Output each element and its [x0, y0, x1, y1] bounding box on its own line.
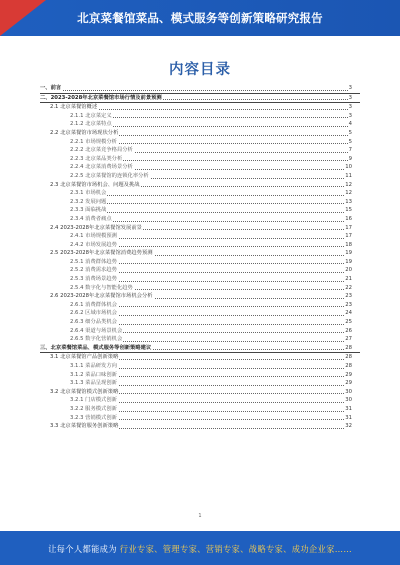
toc-entry-title: 2.2.4 北京菜消费场景分析 — [70, 164, 133, 171]
toc-entry-page: 12 — [345, 190, 352, 197]
toc-entry-title: 3.2.1 门店模式创新 — [70, 397, 117, 404]
toc-heading: 内容目录 — [169, 62, 231, 78]
toc-entry-title: 2.6.1 消费群体机会 — [70, 301, 117, 308]
toc-entry-title: 3.3 北京菜餐馆服务创新策略 — [50, 423, 119, 430]
toc-entry-title: 2.2.2 北京菜竞争格局分析 — [70, 147, 133, 154]
toc-entry-page: 28 — [345, 363, 352, 369]
toc-entry-page: 16 — [345, 215, 352, 222]
report-title: 北京菜餐馆菜品、模式服务等创新策略研究报告 — [77, 11, 323, 25]
toc-entry-title: 2.5.3 消费场景趋势 — [70, 276, 117, 283]
toc-entry-title: 一、前言 — [40, 85, 62, 91]
toc-entry[interactable] — [40, 275, 360, 284]
toc-entry-page: 3 — [348, 94, 352, 101]
toc-entry-title: 2.3.3 面临挑战 — [70, 207, 107, 214]
toc-entry-page: 30 — [345, 388, 352, 395]
toc-entry[interactable] — [40, 249, 360, 258]
toc-leader-dots — [70, 203, 350, 204]
toc-entry-title: 2.3.2 发展问题 — [70, 198, 107, 205]
toc-entry-title: 3.2.3 营销模式创新 — [70, 414, 117, 421]
toc-entry-page: 5 — [348, 129, 352, 136]
toc-entry[interactable] — [40, 232, 360, 241]
toc-entry[interactable] — [40, 422, 360, 431]
toc-entry[interactable] — [40, 318, 360, 327]
toc-entry-title: 2.2.3 北京菜品类分析 — [70, 155, 123, 162]
toc-entry[interactable] — [40, 388, 360, 397]
toc-entry-page: 25 — [345, 319, 352, 326]
toc-entry[interactable] — [40, 327, 360, 336]
toc-entry-title: 2.5.1 消费群体趋势 — [70, 258, 117, 265]
toc-entry-page: 17 — [345, 233, 352, 240]
toc-entry-page: 4 — [348, 121, 352, 128]
toc-entry-page: 17 — [345, 224, 352, 231]
toc-leader-dots — [70, 195, 350, 196]
toc-entry[interactable] — [40, 362, 360, 371]
footer-slogan-lead: 让每个人都能成为 — [48, 544, 117, 554]
table-of-contents — [40, 84, 360, 431]
toc-entry[interactable] — [40, 146, 360, 155]
toc-entry[interactable] — [40, 396, 360, 405]
toc-entry-title: 2.6.4 渠道与场景机会 — [70, 327, 123, 334]
toc-entry[interactable] — [40, 103, 360, 112]
toc-entry[interactable] — [40, 172, 360, 181]
toc-entry-title: 2.6 2023-2028年北京菜餐馆市场机会分析 — [50, 293, 153, 300]
toc-entry-page: 30 — [345, 397, 352, 404]
toc-entry-title: 2.1 北京菜餐馆概述 — [50, 104, 98, 111]
toc-entry[interactable] — [40, 301, 360, 310]
toc-entry-page: 10 — [345, 164, 352, 171]
toc-entry[interactable] — [40, 405, 360, 414]
toc-entry[interactable] — [40, 266, 360, 275]
toc-entry-page: 28 — [345, 354, 352, 361]
toc-entry[interactable] — [40, 189, 360, 198]
toc-entry-title: 2.5 2023-2028年北京菜餐馆消费趋势预测 — [50, 250, 153, 257]
toc-entry-title: 2.4 2023-2028年北京菜餐馆发展前景 — [50, 224, 142, 231]
toc-entry[interactable] — [40, 224, 360, 233]
toc-entry-page: 24 — [345, 310, 352, 317]
toc-entry[interactable] — [40, 181, 360, 190]
toc-entry-title: 2.6.5 数字化营销机会 — [70, 336, 123, 343]
toc-entry[interactable] — [40, 335, 360, 344]
toc-entry[interactable] — [40, 258, 360, 267]
toc-entry-title: 三、北京菜餐馆菜品、模式服务等创新策略建议 — [40, 344, 152, 351]
toc-entry-title: 2.2.1 市场规模分析 — [70, 138, 117, 145]
toc-entry-title: 2.3.1 市场机会 — [70, 190, 107, 197]
toc-entry-title: 二、2023-2028年北京菜餐馆市场行情及前景预测 — [40, 94, 162, 101]
toc-entry-title: 2.3.4 消费者痛点 — [70, 215, 112, 222]
toc-entry-page: 15 — [345, 207, 352, 214]
header-banner — [0, 0, 400, 36]
footer-slogan-tail: 行业专家、管理专家、营销专家、战略专家、成功企业家…… — [119, 544, 352, 554]
toc-entry[interactable] — [40, 371, 360, 380]
toc-entry-title: 3.1 北京菜餐馆产品创新策略 — [50, 354, 119, 361]
toc-entry-page: 5 — [348, 138, 352, 145]
toc-entry-page: 29 — [345, 371, 352, 378]
page-number: 1 — [198, 513, 202, 519]
toc-entry-page: 3 — [348, 112, 352, 119]
toc-entry[interactable] — [40, 84, 360, 94]
toc-entry[interactable] — [40, 94, 360, 104]
toc-entry-page: 7 — [348, 147, 352, 154]
toc-entry-page: 3 — [348, 104, 352, 111]
toc-entry[interactable] — [40, 198, 360, 207]
toc-entry[interactable] — [40, 120, 360, 129]
toc-entry-title: 2.4.1 市场规模预测 — [70, 233, 117, 240]
toc-entry-title: 3.2 北京菜餐馆模式创新策略 — [50, 388, 119, 395]
toc-entry-title: 2.4.2 市场发展趋势 — [70, 241, 117, 248]
toc-entry-page: 13 — [345, 198, 352, 205]
toc-leader-dots — [40, 90, 350, 91]
toc-entry-page: 31 — [345, 414, 352, 421]
toc-entry-page: 27 — [345, 336, 352, 343]
toc-entry[interactable] — [40, 309, 360, 318]
toc-entry[interactable] — [40, 129, 360, 138]
toc-entry[interactable] — [40, 112, 360, 121]
toc-entry[interactable] — [40, 138, 360, 147]
toc-entry[interactable] — [40, 241, 360, 250]
toc-entry-page: 32 — [345, 423, 352, 430]
toc-entry-page: 9 — [348, 155, 352, 162]
toc-entry[interactable] — [40, 155, 360, 164]
toc-entry-title: 2.5.4 数字化与智能化趋势 — [70, 284, 133, 291]
toc-entry-page: 3 — [348, 85, 352, 91]
toc-entry[interactable] — [40, 353, 360, 362]
toc-entry-title: 2.6.3 细分品类机会 — [70, 319, 117, 326]
toc-entry-page: 23 — [345, 293, 352, 300]
toc-entry-page: 11 — [345, 172, 352, 179]
toc-entry-page: 23 — [345, 301, 352, 308]
toc-entry-page: 21 — [345, 276, 352, 283]
toc-entry-title: 2.1.1 北京菜定义 — [70, 112, 112, 119]
toc-entry-title: 3.1.1 菜品研发方向 — [70, 363, 117, 369]
toc-leader-dots — [70, 212, 350, 213]
footer-banner — [0, 531, 400, 565]
toc-entry[interactable] — [40, 344, 360, 354]
toc-entry[interactable] — [40, 414, 360, 423]
toc-entry-title: 2.3 北京菜餐馆市场机会、问题及挑战 — [50, 181, 140, 188]
toc-entry[interactable] — [40, 206, 360, 215]
toc-entry-title: 2.2.5 北京菜餐馆的连锁化率分析 — [70, 172, 149, 179]
toc-entry[interactable] — [40, 215, 360, 224]
toc-entry[interactable] — [40, 379, 360, 388]
toc-entry-title: 3.1.2 菜品口味创新 — [70, 371, 117, 378]
toc-entry-title: 2.5.2 消费需求趋势 — [70, 267, 117, 274]
toc-entry-title: 2.6.2 区域市场机会 — [70, 310, 117, 317]
toc-entry-page: 20 — [345, 267, 352, 274]
toc-entry[interactable] — [40, 292, 360, 301]
toc-entry-page: 12 — [345, 181, 352, 188]
toc-entry-title: 3.1.3 菜品呈现创新 — [70, 380, 117, 387]
toc-entry[interactable] — [40, 284, 360, 293]
toc-entry-page: 26 — [345, 327, 352, 334]
toc-entry-page: 19 — [345, 250, 352, 257]
toc-entry-page: 29 — [345, 380, 352, 387]
toc-entry-title: 2.2 北京菜餐馆市场现状分析 — [50, 129, 119, 136]
toc-entry-page: 18 — [345, 241, 352, 248]
toc-entry-page: 28 — [345, 344, 352, 351]
footer-slogan — [0, 543, 400, 555]
toc-entry-page: 31 — [345, 405, 352, 412]
toc-entry-title: 2.1.2 北京菜特点 — [70, 121, 112, 128]
toc-entry-page: 19 — [345, 258, 352, 265]
toc-entry-page: 22 — [345, 284, 352, 291]
toc-entry[interactable] — [40, 163, 360, 172]
toc-entry-title: 3.2.2 服务模式创新 — [70, 405, 117, 412]
